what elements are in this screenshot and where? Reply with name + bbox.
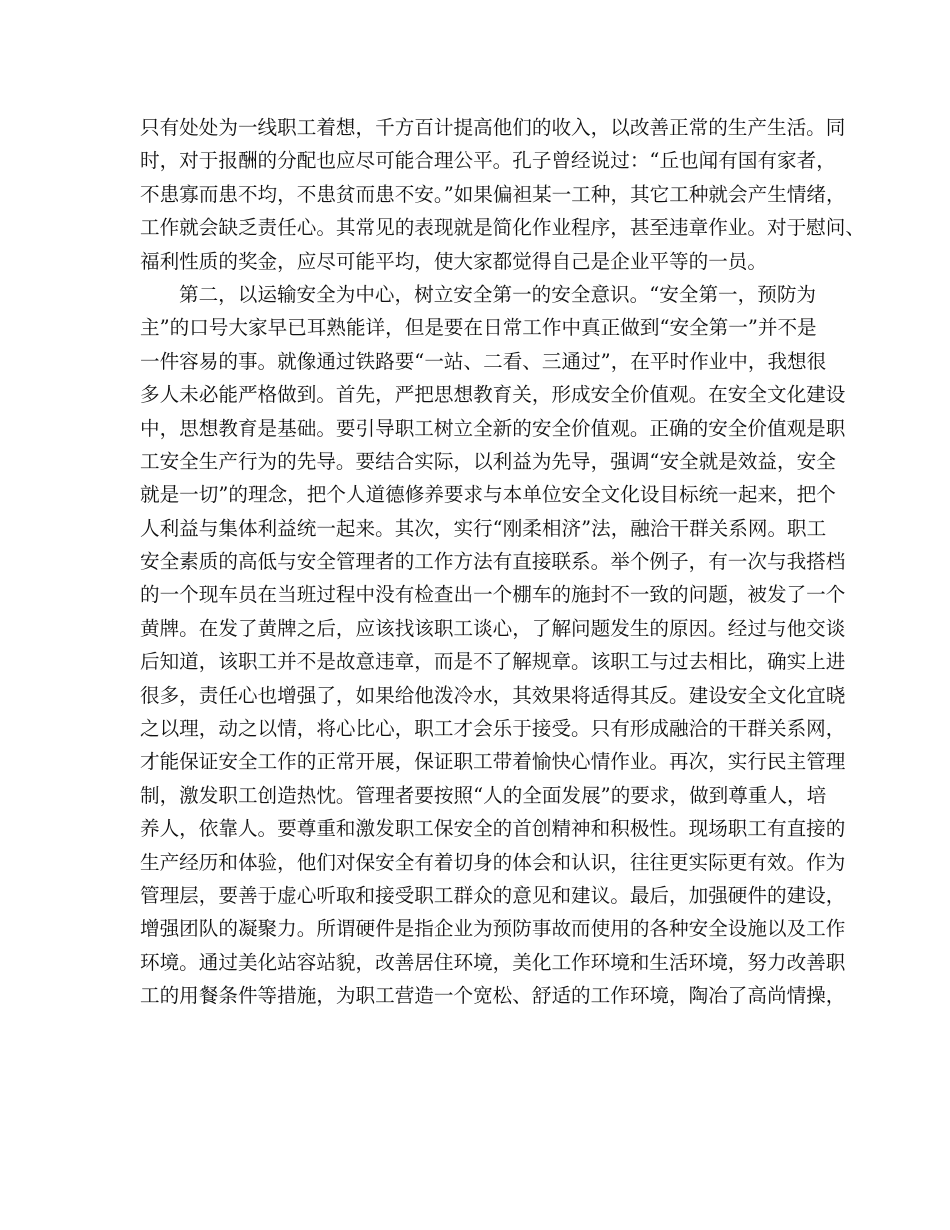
text-line: 中，思想教育是基础。要引导职工树立全新的安全价值观。正确的安全价值观是职	[140, 416, 846, 440]
text-line: 之以理，动之以情，将心比心，职工才会乐于接受。只有形成融洽的干群关系网，	[140, 717, 846, 741]
text-line: 黄牌。在发了黄牌之后，应该找该职工谈心，了解问题发生的原因。经过与他交谈	[140, 616, 846, 640]
text-line: 环境。通过美化站容站貌，改善居住环境，美化工作环境和生活环境，努力改善职	[140, 950, 846, 974]
body-text	[140, 111, 865, 1013]
text-line: 就是一切”的理念，把个人道德修养要求与本单位安全文化设目标统一起来，把个	[140, 483, 836, 507]
text-line: 增强团队的凝聚力。所谓硬件是指企业为预防事故而使用的各种安全设施以及工作	[140, 917, 846, 941]
text-line: 主”的口号大家早已耳熟能详，但是要在日常工作中真正做到“安全第一”并不是	[140, 316, 817, 340]
text-line: 才能保证安全工作的正常开展，保证职工带着愉快心情作业。再次，实行民主管理	[140, 750, 846, 774]
text-line: 后知道，该职工并不是故意违章，而是不了解规章。该职工与过去相比，确实上进	[140, 650, 846, 674]
paragraph-start-line: 第二，以运输安全为中心，树立安全第一的安全意识。“安全第一，预防为	[179, 282, 817, 306]
text-line: 安全素质的高低与安全管理者的工作方法有直接联系。举个例子，有一次与我搭档	[140, 550, 846, 574]
text-line: 工的用餐条件等措施，为职工营造一个宽松、舒适的工作环境，陶冶了高尚情操，	[140, 984, 846, 1008]
text-line: 一件容易的事。就像通过铁路要“一站、二看、三通过”，在平时作业中，我想很	[140, 349, 827, 373]
text-line: 工安全生产行为的先导。要结合实际，以利益为先导，强调“安全就是效益，安全	[140, 449, 836, 473]
text-line: 的一个现车员在当班过程中没有检查出一个棚车的施封不一致的问题，被发了一个	[140, 583, 846, 607]
text-line: 工作就会缺乏责任心。其常见的表现就是简化作业程序，甚至违章作业。对于慰问、	[140, 216, 865, 240]
text-line: 很多，责任心也增强了，如果给他泼冷水，其效果将适得其反。建设安全文化宜晓	[140, 683, 846, 707]
text-line: 福利性质的奖金，应尽可能平均，使大家都觉得自己是企业平等的一员。	[140, 249, 767, 273]
text-line: 养人，依靠人。要尊重和激发职工保安全的首创精神和积极性。现场职工有直接的	[140, 817, 846, 841]
text-line: 时，对于报酬的分配也应尽可能合理公平。孔子曾经说过：“丘也闻有国有家者，	[140, 149, 836, 173]
text-line: 只有处处为一线职工着想，千方百计提高他们的收入，以改善正常的生产生活。同	[140, 116, 846, 139]
text-line: 人利益与集体利益统一起来。其次，实行“刚柔相济”法，融洽干群关系网。职工	[140, 516, 827, 540]
text-line: 不患寡而患不均，不患贫而患不安。”如果偏袒某一工种，其它工种就会产生情绪，	[140, 182, 846, 206]
text-line: 管理层，要善于虚心听取和接受职工群众的意见和建议。最后，加强硬件的建设，	[140, 883, 846, 907]
text-line: 多人未必能严格做到。首先，严把思想教育关，形成安全价值观。在安全文化建设	[140, 383, 846, 407]
text-line: 制，激发职工创造热忱。管理者要按照“人的全面发展”的要求，做到尊重人，培	[140, 783, 827, 807]
text-line: 生产经历和体验，他们对保安全有着切身的体会和认识，往往更实际更有效。作为	[140, 850, 846, 874]
